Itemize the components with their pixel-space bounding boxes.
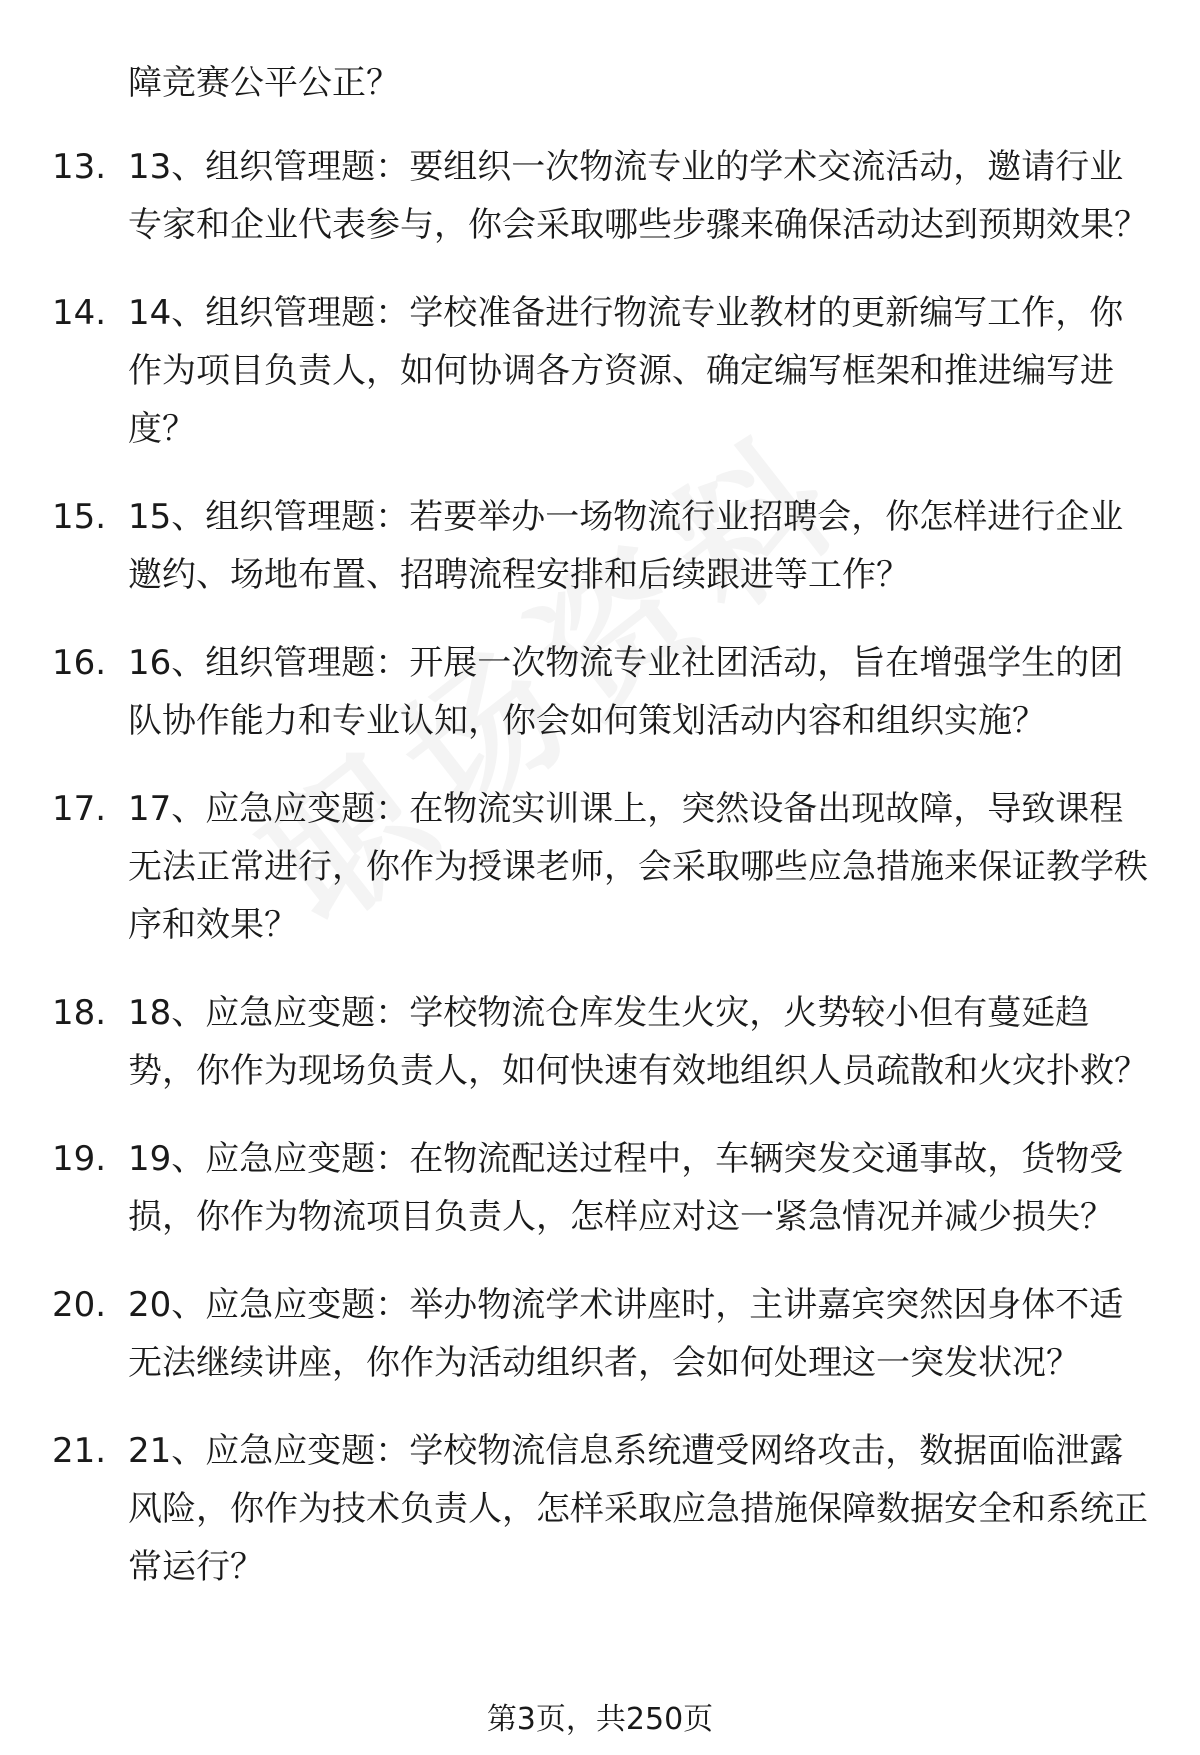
question-item [0, 284, 1200, 458]
question-item [0, 984, 1200, 1100]
question-item [0, 1422, 1200, 1596]
question-number: 20. [52, 1285, 107, 1325]
question-text: 20、应急应变题：举办物流学术讲座时，主讲嘉宾突然因身体不适无法继续讲座，你作为活动组织者，会如何处理这一突发状况？ [128, 1285, 1124, 1383]
question-number: 17. [52, 789, 107, 829]
question-text: 21、应急应变题：学校物流信息系统遭受网络攻击，数据面临泄露风险，你作为技术负责人，怎样采取应急措施保障数据安全和系统正常运行？ [128, 1431, 1148, 1587]
question-item [0, 138, 1200, 254]
question-text: 19、应急应变题：在物流配送过程中，车辆突发交通事故，货物受损，你作为物流项目负责人，怎样应对这一紧急情况并减少损失？ [128, 1139, 1124, 1237]
question-item [0, 1130, 1200, 1246]
question-text: 14、组织管理题：学校准备进行物流专业教材的更新编写工作，你作为项目负责人，如何协调各方资源、确定编写框架和推进编写进度？ [128, 293, 1124, 449]
question-number: 15. [52, 497, 107, 537]
question-item [0, 780, 1200, 954]
page-footer: 第3页，共250页 [486, 1702, 714, 1737]
question-text: 13、组织管理题：要组织一次物流专业的学术交流活动，邀请行业专家和企业代表参与，你会采取哪些步骤来确保活动达到预期效果？ [128, 147, 1148, 245]
continuation-text: 障竞赛公平公正？ [128, 63, 400, 103]
question-item [0, 634, 1200, 750]
question-text: 18、应急应变题：学校物流仓库发生火灾，火势较小但有蔓延趋势，你作为现场负责人，如何快速有效地组织人员疏散和火灾扑救？ [128, 993, 1148, 1091]
question-list [0, 58, 1200, 1596]
question-item [0, 488, 1200, 604]
question-number: 19. [52, 1139, 107, 1179]
question-item [0, 1276, 1200, 1392]
question-number: 16. [52, 643, 107, 683]
question-text: 15、组织管理题：若要举办一场物流行业招聘会，你怎样进行企业邀约、场地布置、招聘流程安排和后续跟进等工作？ [128, 497, 1124, 595]
question-number: 21. [52, 1431, 107, 1471]
question-number: 13. [52, 147, 107, 187]
question-text: 17、应急应变题：在物流实训课上，突然设备出现故障，导致课程无法正常进行，你作为授课老师，会采取哪些应急措施来保证教学秩序和效果？ [128, 789, 1148, 945]
question-number: 18. [52, 993, 107, 1033]
question-number: 14. [52, 293, 107, 333]
question-text: 16、组织管理题：开展一次物流专业社团活动，旨在增强学生的团队协作能力和专业认知，你会如何策划活动内容和组织实施？ [128, 643, 1124, 741]
